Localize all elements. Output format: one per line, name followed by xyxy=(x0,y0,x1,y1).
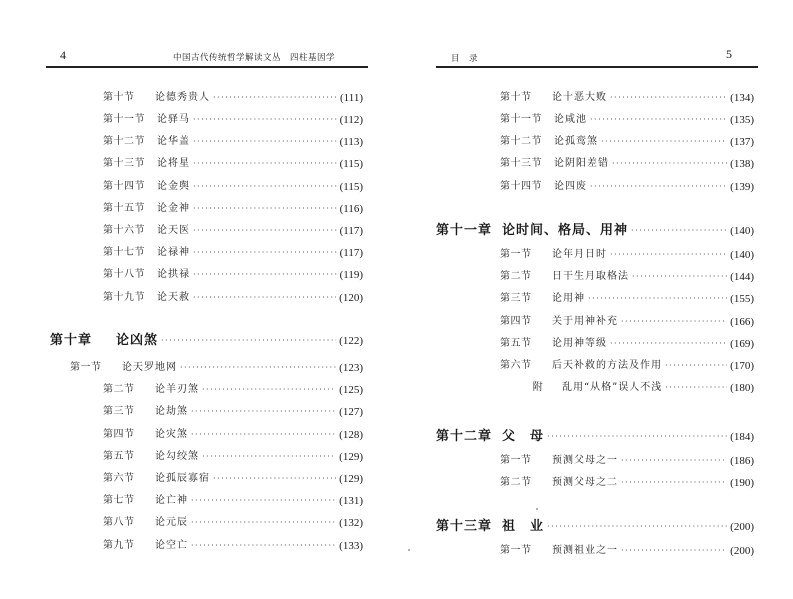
leader-dots xyxy=(193,180,337,194)
page-ref: (138) xyxy=(730,158,754,170)
leader-dots xyxy=(213,472,336,486)
section-title: 论拱禄 xyxy=(157,269,190,280)
running-header: 中国古代传统哲学解读文丛 四柱基因学 xyxy=(173,53,336,63)
page-ref: (140) xyxy=(730,249,754,261)
leader-dots xyxy=(191,539,336,553)
page-ref: (184) xyxy=(730,431,754,443)
leader-dots xyxy=(590,113,727,127)
section-title: 论孤鸾煞 xyxy=(554,136,598,147)
section-title: 论将星 xyxy=(157,158,190,169)
leader-dots xyxy=(202,450,336,464)
section-title: 预测父母之二 xyxy=(552,477,618,488)
toc-entry[interactable] xyxy=(500,544,754,558)
leader-dots xyxy=(547,430,727,444)
page-ref: (144) xyxy=(730,271,754,283)
toc-entry[interactable] xyxy=(103,135,363,149)
toc-entry[interactable] xyxy=(103,157,363,171)
leader-dots xyxy=(193,157,337,171)
leader-dots xyxy=(621,544,727,558)
section-title: 论空亡 xyxy=(155,540,188,551)
leader-dots xyxy=(191,516,336,530)
page-ref: (134) xyxy=(730,92,754,104)
page-ref: (155) xyxy=(730,293,754,305)
toc-entry[interactable] xyxy=(103,428,363,442)
section-number: 第十七节 xyxy=(103,247,145,258)
toc-entry[interactable] xyxy=(103,383,363,397)
toc-entry[interactable] xyxy=(70,361,363,375)
section-number: 第十四节 xyxy=(500,181,542,192)
page-ref: (128) xyxy=(339,429,363,441)
section-title: 论羊刃煞 xyxy=(155,384,199,395)
page-ref: (117) xyxy=(339,247,363,259)
leader-dots xyxy=(612,157,727,171)
page-ref: (200) xyxy=(730,521,754,533)
toc-entry[interactable] xyxy=(500,454,754,468)
toc-appendix[interactable] xyxy=(526,381,754,395)
leader-dots xyxy=(193,202,337,216)
section-number: 第十一节 xyxy=(500,114,542,125)
toc-entry[interactable] xyxy=(500,359,754,373)
leader-dots xyxy=(191,494,336,508)
section-number: 第三节 xyxy=(103,406,135,417)
section-number: 第二节 xyxy=(500,477,532,488)
toc-entry[interactable] xyxy=(103,246,363,260)
page-ref: (169) xyxy=(730,338,754,350)
leader-dots xyxy=(665,381,727,395)
section-number: 第十三节 xyxy=(500,158,542,169)
section-number: 第五节 xyxy=(500,338,532,349)
toc-entry[interactable] xyxy=(500,91,754,105)
chapter-number: 第十二章 xyxy=(436,429,493,444)
page-ref: (115) xyxy=(339,181,363,193)
section-number: 第五节 xyxy=(103,451,135,462)
leader-dots xyxy=(193,268,337,282)
leader-dots xyxy=(547,520,727,534)
leader-dots xyxy=(665,359,727,373)
page-ref: (120) xyxy=(339,292,363,304)
section-number: 第十六节 xyxy=(103,225,145,236)
right-page xyxy=(396,0,793,599)
chapter-title: 论时间、格局、用神 xyxy=(502,223,629,238)
section-title: 论十恶大败 xyxy=(552,92,607,103)
page-ref: (170) xyxy=(730,360,754,372)
section-number: 第三节 xyxy=(500,293,532,304)
toc-entry[interactable] xyxy=(103,268,363,282)
leader-dots xyxy=(191,405,336,419)
toc-entry[interactable] xyxy=(500,292,754,306)
leader-dots xyxy=(621,454,727,468)
header-rule xyxy=(436,66,758,68)
section-title: 论元辰 xyxy=(155,517,188,528)
page-ref: (111) xyxy=(339,92,363,104)
section-title: 论四废 xyxy=(554,181,587,192)
section-number: 第十一节 xyxy=(103,114,145,125)
leader-dots xyxy=(632,270,727,284)
page-ref: (166) xyxy=(730,316,754,328)
page-ref: (113) xyxy=(339,136,363,148)
section-title: 论驿马 xyxy=(157,114,190,125)
scan-speck xyxy=(408,549,410,551)
leader-dots xyxy=(191,428,336,442)
toc-entry[interactable] xyxy=(500,135,754,149)
section-title: 论用神 xyxy=(552,293,585,304)
section-title: 论劫煞 xyxy=(155,406,188,417)
section-title: 论勾绞煞 xyxy=(155,451,199,462)
page-ref: (139) xyxy=(730,181,754,193)
section-number: 第十二节 xyxy=(103,136,145,147)
page-ref: (180) xyxy=(730,382,754,394)
section-number: 第十五节 xyxy=(103,203,145,214)
section-number: 第一节 xyxy=(70,362,102,373)
leader-dots xyxy=(590,180,727,194)
toc-entry[interactable] xyxy=(103,516,363,530)
section-title: 论亡神 xyxy=(155,495,188,506)
section-number: 第八节 xyxy=(103,517,135,528)
toc-entry[interactable] xyxy=(500,315,754,329)
section-title: 论灾煞 xyxy=(155,429,188,440)
leader-dots xyxy=(193,291,336,305)
section-number: 第十九节 xyxy=(103,292,145,303)
page-ref: (135) xyxy=(730,114,754,126)
section-title: 关于用神补充 xyxy=(552,316,618,327)
toc-entry[interactable] xyxy=(500,270,754,284)
section-title: 论天罗地网 xyxy=(122,362,177,373)
section-title: 论天赦 xyxy=(157,292,190,303)
page-ref: (127) xyxy=(339,406,363,418)
section-title: 论用神等级 xyxy=(552,338,607,349)
toc-entry[interactable] xyxy=(103,202,363,216)
section-number: 第一节 xyxy=(500,249,532,260)
leader-dots xyxy=(588,292,727,306)
leader-dots xyxy=(180,361,336,375)
section-number: 第十二节 xyxy=(500,136,542,147)
page-ref: (119) xyxy=(339,269,363,281)
page-ref: (200) xyxy=(730,545,754,557)
section-number: 第四节 xyxy=(103,429,135,440)
section-title: 论天医 xyxy=(157,225,190,236)
page-ref: (190) xyxy=(730,477,754,489)
section-number: 第十八节 xyxy=(103,269,145,280)
section-number: 第十四节 xyxy=(103,181,145,192)
page-ref: (131) xyxy=(339,495,363,507)
toc-entry[interactable] xyxy=(103,91,363,105)
toc-entry[interactable] xyxy=(103,180,363,194)
page-number: 4 xyxy=(60,48,66,62)
section-number: 第一节 xyxy=(500,455,532,466)
page-ref: (116) xyxy=(339,203,363,215)
section-number: 第一节 xyxy=(500,545,532,556)
leader-dots xyxy=(621,315,727,329)
page-ref: (125) xyxy=(339,384,363,396)
leader-dots xyxy=(193,113,337,127)
toc-entry[interactable] xyxy=(500,113,754,127)
chapter-number: 第十一章 xyxy=(436,223,493,238)
toc-entry[interactable] xyxy=(103,494,363,508)
page-ref: (112) xyxy=(339,114,363,126)
leader-dots xyxy=(610,91,727,105)
leader-dots xyxy=(601,135,727,149)
leader-dots xyxy=(631,224,727,238)
section-number: 第六节 xyxy=(103,473,135,484)
section-title: 论德秀贵人 xyxy=(155,92,210,103)
chapter-title: 祖 业 xyxy=(502,519,545,534)
page-ref: (140) xyxy=(730,225,754,237)
page-ref: (115) xyxy=(339,158,363,170)
section-title: 论孤辰寡宿 xyxy=(155,473,210,484)
page-ref: (129) xyxy=(339,473,363,485)
page-number: 5 xyxy=(726,47,732,61)
section-title: 预测祖业之一 xyxy=(552,545,618,556)
toc-entry[interactable] xyxy=(500,248,754,262)
toc-entry[interactable] xyxy=(103,405,363,419)
section-number: 第二节 xyxy=(500,271,532,282)
chapter-title: 父 母 xyxy=(502,429,545,444)
scan-speck xyxy=(536,508,538,510)
chapter-number: 第十章 xyxy=(50,333,93,348)
leader-dots xyxy=(610,337,727,351)
page-ref: (123) xyxy=(339,362,363,374)
toc-chapter[interactable] xyxy=(50,334,363,348)
leader-dots xyxy=(193,224,337,238)
toc-entry[interactable] xyxy=(500,337,754,351)
page-ref: (117) xyxy=(339,225,363,237)
toc-entry[interactable] xyxy=(500,180,754,194)
page-ref: (122) xyxy=(339,335,363,347)
section-number: 第七节 xyxy=(103,495,135,506)
toc-chapter[interactable] xyxy=(436,430,754,444)
section-title: 预测父母之一 xyxy=(552,455,618,466)
leader-dots xyxy=(193,246,337,260)
leader-dots xyxy=(213,91,337,105)
toc-entry[interactable] xyxy=(103,472,363,486)
chapter-title: 论凶煞 xyxy=(116,333,159,348)
toc-entry[interactable] xyxy=(103,291,363,305)
page-ref: (132) xyxy=(339,517,363,529)
section-title: 论金神 xyxy=(157,203,190,214)
running-header: 目 录 xyxy=(451,54,479,64)
section-title: 论阴阳差错 xyxy=(554,158,609,169)
chapter-number: 第十三章 xyxy=(436,519,493,534)
section-number: 第六节 xyxy=(500,360,532,371)
toc-entry[interactable] xyxy=(103,450,363,464)
section-title: 论禄神 xyxy=(157,247,190,258)
section-title: 日干生月取格法 xyxy=(552,271,629,282)
leader-dots xyxy=(193,135,337,149)
section-number: 第十三节 xyxy=(103,158,145,169)
section-title: 论年月日时 xyxy=(552,249,607,260)
section-number: 第九节 xyxy=(103,540,135,551)
toc-entry[interactable] xyxy=(103,113,363,127)
left-page xyxy=(0,0,396,599)
section-title: 后天补救的方法及作用 xyxy=(552,360,662,371)
section-number: 第十节 xyxy=(500,92,532,103)
toc-entry[interactable] xyxy=(103,539,363,553)
leader-dots xyxy=(621,476,727,490)
leader-dots xyxy=(161,334,336,348)
toc-entry[interactable] xyxy=(500,157,754,171)
header-rule xyxy=(46,66,368,68)
leader-dots xyxy=(202,383,336,397)
section-title: 论华盖 xyxy=(157,136,190,147)
toc-chapter[interactable] xyxy=(436,224,754,238)
section-title: 论咸池 xyxy=(554,114,587,125)
appendix-marker: 附 xyxy=(532,382,544,393)
section-number: 第二节 xyxy=(103,384,135,395)
section-number: 第四节 xyxy=(500,316,532,327)
page-ref: (137) xyxy=(730,136,754,148)
leader-dots xyxy=(610,248,727,262)
page-ref: (133) xyxy=(339,540,363,552)
toc-entry[interactable] xyxy=(103,224,363,238)
toc-entry[interactable] xyxy=(500,476,754,490)
appendix-title: 乱用“从格”误人不浅 xyxy=(562,382,663,393)
page-ref: (129) xyxy=(339,451,363,463)
page-ref: (186) xyxy=(730,455,754,467)
section-number: 第十节 xyxy=(103,92,135,103)
section-title: 论金舆 xyxy=(157,181,190,192)
toc-chapter[interactable] xyxy=(436,520,754,534)
